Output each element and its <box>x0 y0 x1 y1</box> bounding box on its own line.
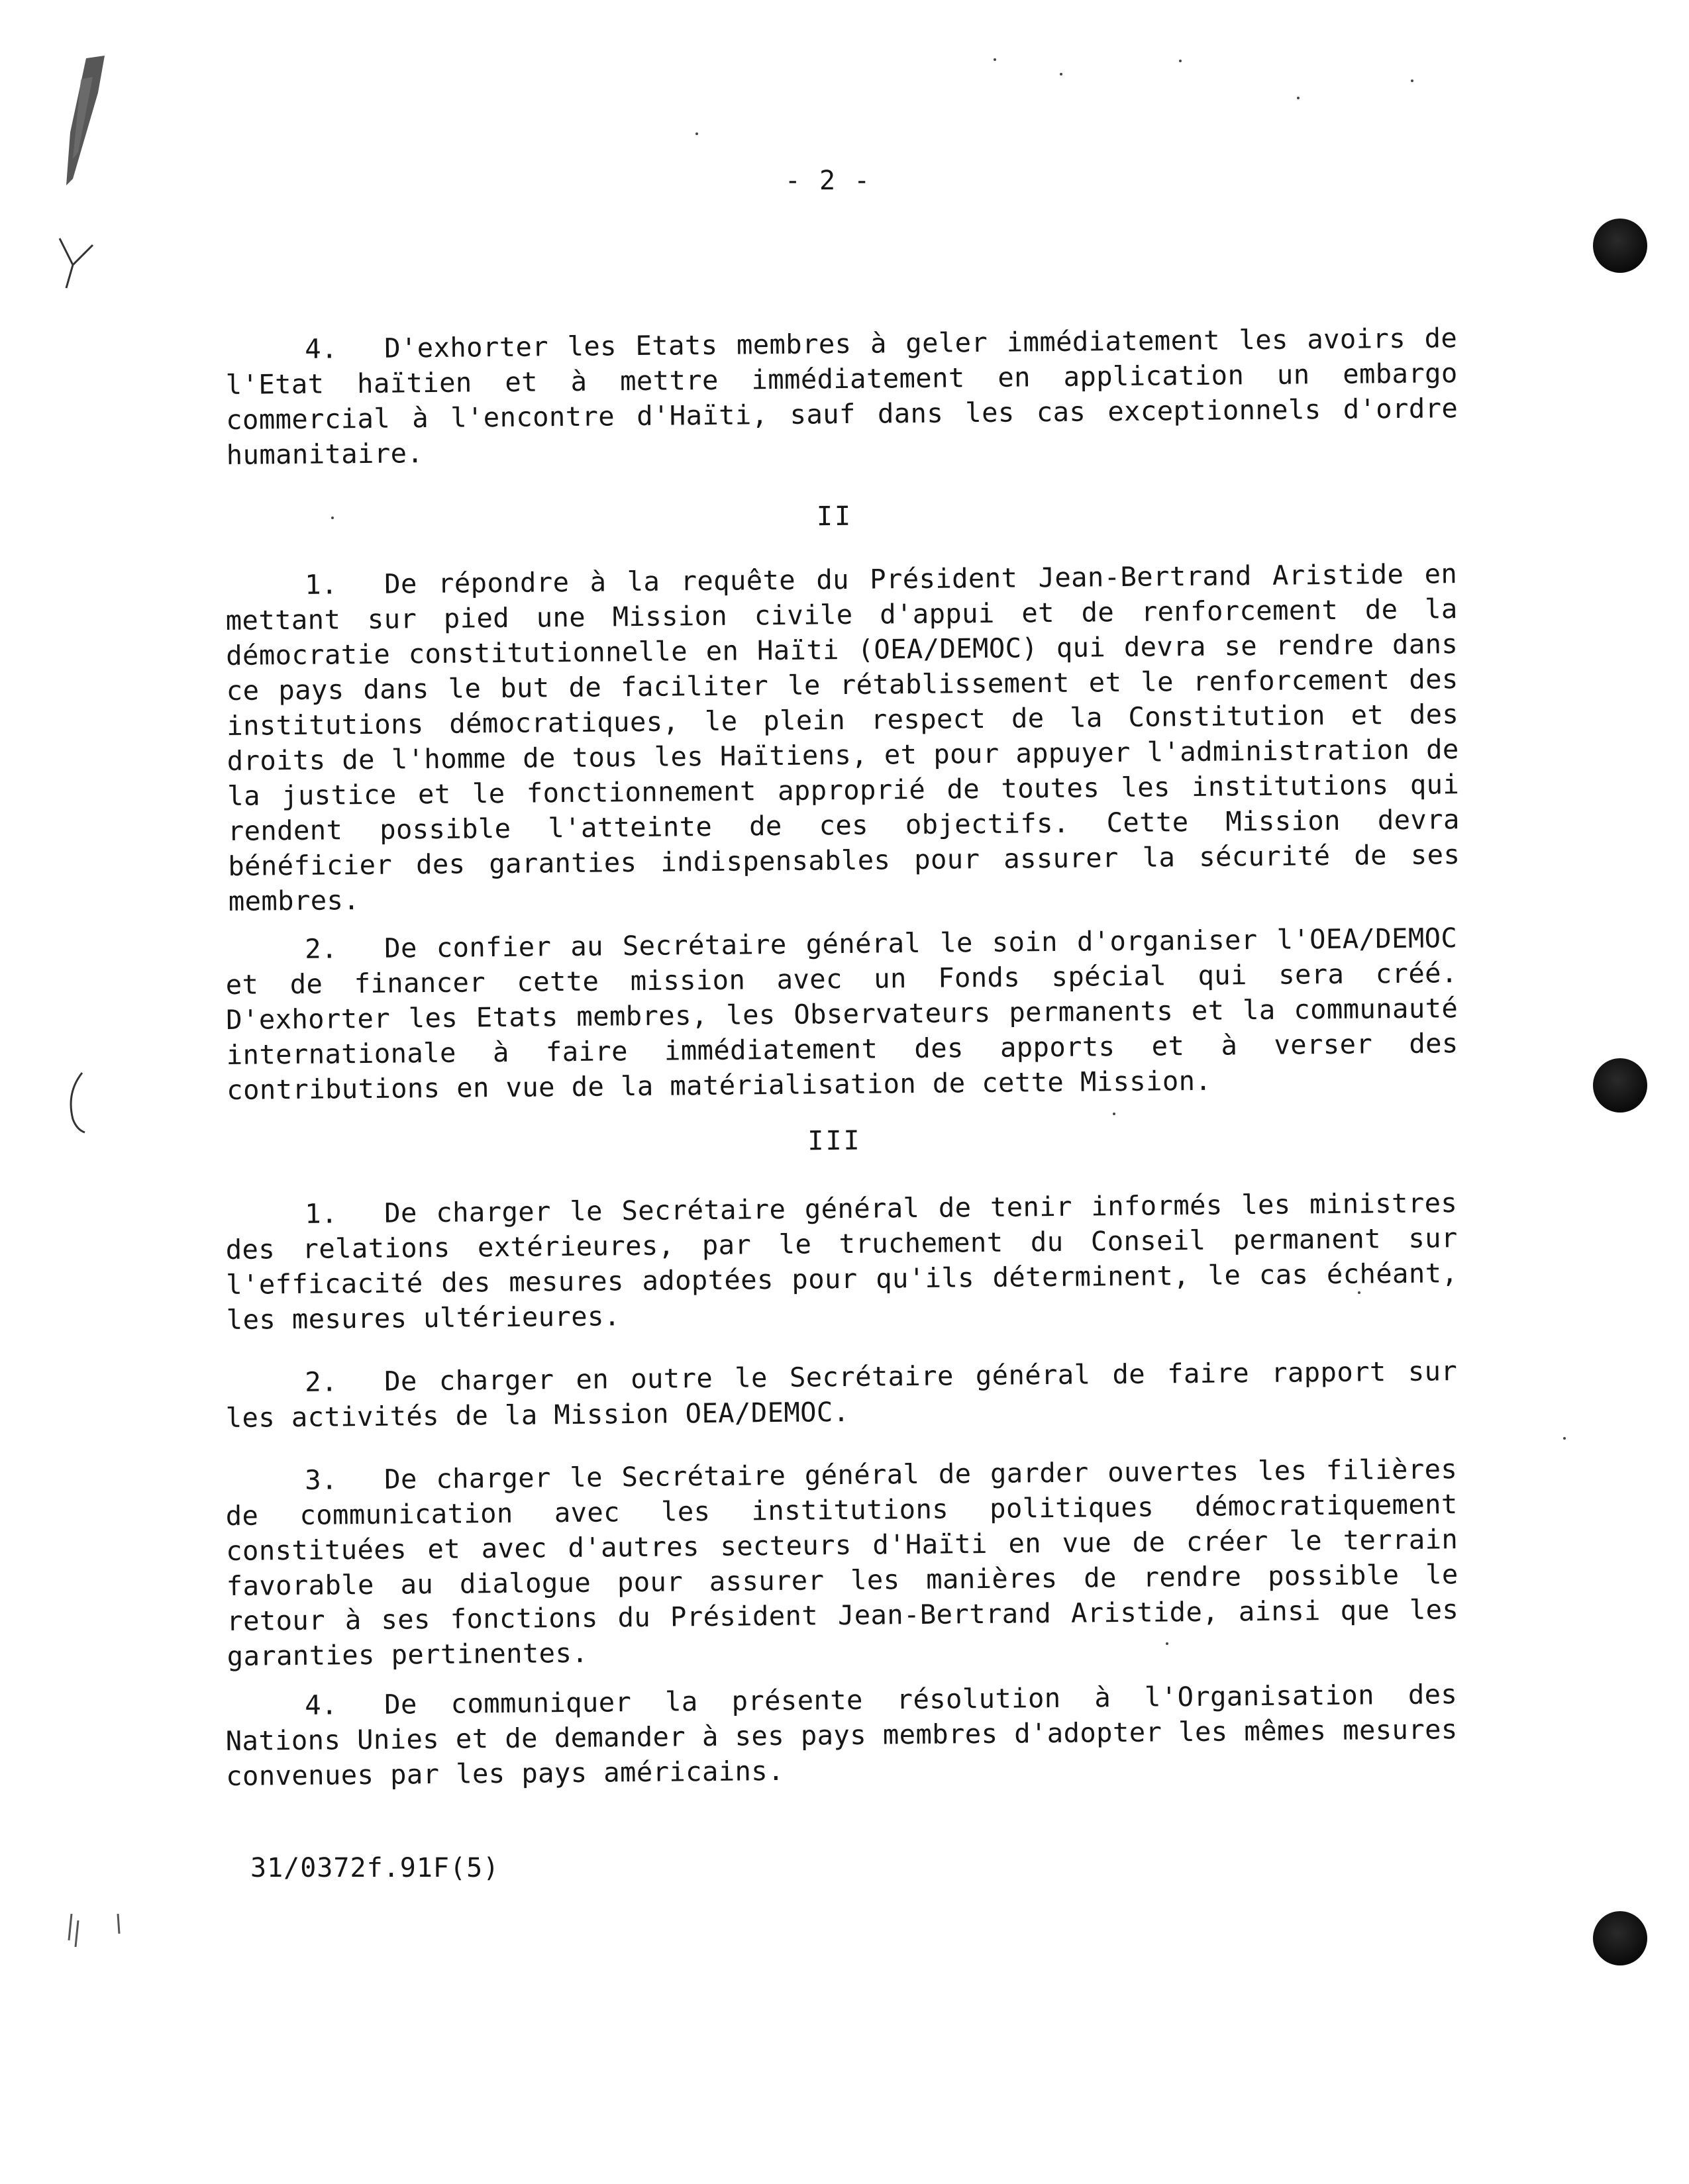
scan-speck <box>1060 73 1062 75</box>
punch-hole-top <box>1593 219 1647 273</box>
paragraph-number: 1. <box>305 1197 338 1230</box>
scan-speck <box>1411 79 1413 82</box>
section-heading-iii: III <box>807 1125 862 1157</box>
punch-hole-bottom <box>1593 1911 1647 1965</box>
scan-smudge-left-small <box>46 225 106 298</box>
paragraph-ii-2 <box>225 920 1459 1108</box>
scan-speck <box>1563 1437 1566 1440</box>
scan-speck <box>1297 97 1300 99</box>
page-number: - 2 - <box>784 166 872 196</box>
scan-speck <box>1113 1113 1115 1115</box>
paragraph-iii-2 <box>225 1354 1458 1436</box>
scan-speck <box>1179 60 1182 62</box>
paragraph-text: De confier au Secrétaire général le soin d'organiser l'OEA/DEMOC et de financer cette mission avec un Fonds spécial qui sera créé. D'exhorter les Etats membres, les Observateurs permanents et la communauté internationale à faire immédiatement des apports et à verser des contributions en vue de la matérialisation de cette Mission. <box>225 922 1459 1106</box>
scan-smudge-top-left <box>46 53 119 192</box>
paragraph-text: D'exhorter les Etats membres à geler immédiatement les avoirs de l'Etat haïtien et à mettre immédiatement en application un embargo commercial à l'encontre d'Haïti, sauf dans les cas exceptionnels d'ordre humanitaire. <box>225 322 1459 471</box>
paragraph-number: 4. <box>305 1689 338 1721</box>
paragraph-text: De charger en outre le Secrétaire général de faire rapport sur les activités de la Mission OEA/DEMOC. <box>225 1355 1458 1434</box>
paragraph-iii-1 <box>225 1185 1459 1338</box>
paragraph-iii-4 <box>225 1677 1458 1794</box>
paragraph-i-4 <box>225 321 1459 473</box>
paragraph-number: 1. <box>305 568 338 601</box>
section-heading-ii: II <box>816 501 853 532</box>
paragraph-text: De répondre à la requête du Président Jean-Bertrand Aristide en mettant sur pied une Mission civile d'appui et de renforcement de la démocratie constitutionnelle en Haïti (OEA/DEMOC) qui devra se rendre dans ce pays dans le but de faciliter le rétablissement et le renforcement des institutions démocratiques, le plein respect de la Constitution et des droits de l'homme de tous les Haïtiens, et pour appuyer l'administration de la justice et le fonctionnement approprié de toutes les institutions qui rendent possible l'atteinte de ces objectifs. Cette Mission devra bénéficier des garanties indispensables pour assurer la sécurité de ses membres. <box>225 558 1460 917</box>
paragraph-text: De communiquer la présente résolution à l'Organisation des Nations Unies et de demander à ses pays membres d'adopter les mêmes mesures convenues par les pays américains. <box>225 1678 1458 1792</box>
paragraph-number: 4. <box>305 332 338 365</box>
scan-smudge-left-middle <box>58 1066 98 1139</box>
scan-smudge-left-bottom <box>58 1907 138 1960</box>
scan-speck <box>994 58 996 61</box>
paragraph-text: De charger le Secrétaire général de garder ouvertes les filières de communication avec les institutions politiques démocratiquement constituées et avec d'autres secteurs d'Haïti en vue de créer le terrain favorable au dialogue pour assurer les manières de rendre possible le retour à ses fonctions du Président Jean-Bertrand Aristide, ainsi que les garanties pertinentes. <box>225 1453 1459 1672</box>
paragraph-number: 2. <box>305 932 338 965</box>
scan-speck <box>695 132 698 135</box>
paragraph-number: 2. <box>305 1365 338 1398</box>
paragraph-number: 3. <box>305 1464 338 1496</box>
paragraph-text: De charger le Secrétaire général de tenir informés les ministres des relations extérieures, par le truchement du Conseil permanent sur l'efficacité des mesures adoptées pour qu'ils déterminent, le cas échéant, les mesures ultérieures. <box>225 1187 1459 1336</box>
scan-speck <box>331 517 334 519</box>
paragraph-iii-3 <box>225 1452 1459 1674</box>
punch-hole-middle <box>1593 1058 1647 1113</box>
document-reference-code: 31/0372f.91F(5) <box>250 1853 500 1883</box>
paragraph-ii-1 <box>225 556 1460 919</box>
